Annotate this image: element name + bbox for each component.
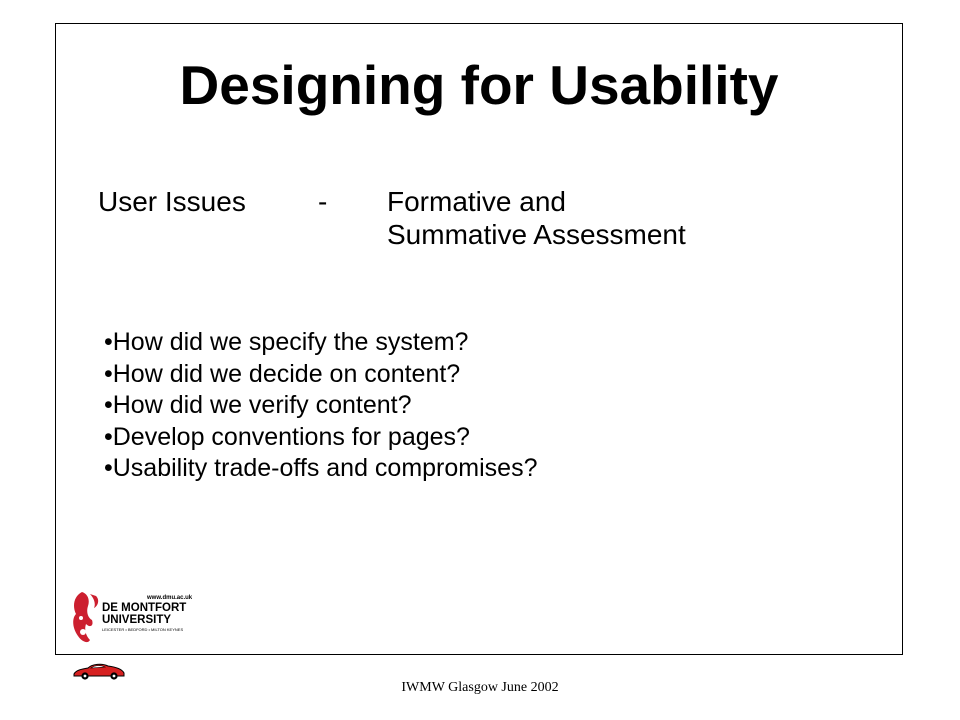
subtitle-assessment-line1: Formative and <box>387 186 566 217</box>
car-icon <box>72 660 126 682</box>
bullet-item: •Develop conventions for pages? <box>104 422 470 451</box>
slide-footer: IWMW Glasgow June 2002 <box>401 680 559 695</box>
subtitle-user-issues: User Issues <box>98 186 246 217</box>
subtitle-assessment <box>387 185 686 251</box>
slide-title: Designing for Usability <box>179 54 779 116</box>
subtitle-separator: - <box>318 186 328 217</box>
dmu-logo <box>68 588 200 648</box>
dmu-crest-icon <box>73 592 98 642</box>
bullet-list <box>104 327 537 485</box>
bullet-item: •How did we verify content? <box>104 391 412 419</box>
bullet-item: •Usability trade-offs and compromises? <box>104 454 538 482</box>
logo-locations: LEICESTER • BEDFORD • MILTON KEYNES <box>102 627 184 632</box>
bullet-item: •How did we decide on content? <box>104 359 461 388</box>
logo-name-line1: DE MONTFORT <box>102 602 187 614</box>
logo-url: www.dmu.ac.uk <box>147 595 193 601</box>
logo-name-line2: UNIVERSITY <box>102 614 172 626</box>
subtitle-assessment-line2: Summative Assessment <box>387 219 686 250</box>
bullet-item: •How did we specify the system? <box>104 328 469 356</box>
